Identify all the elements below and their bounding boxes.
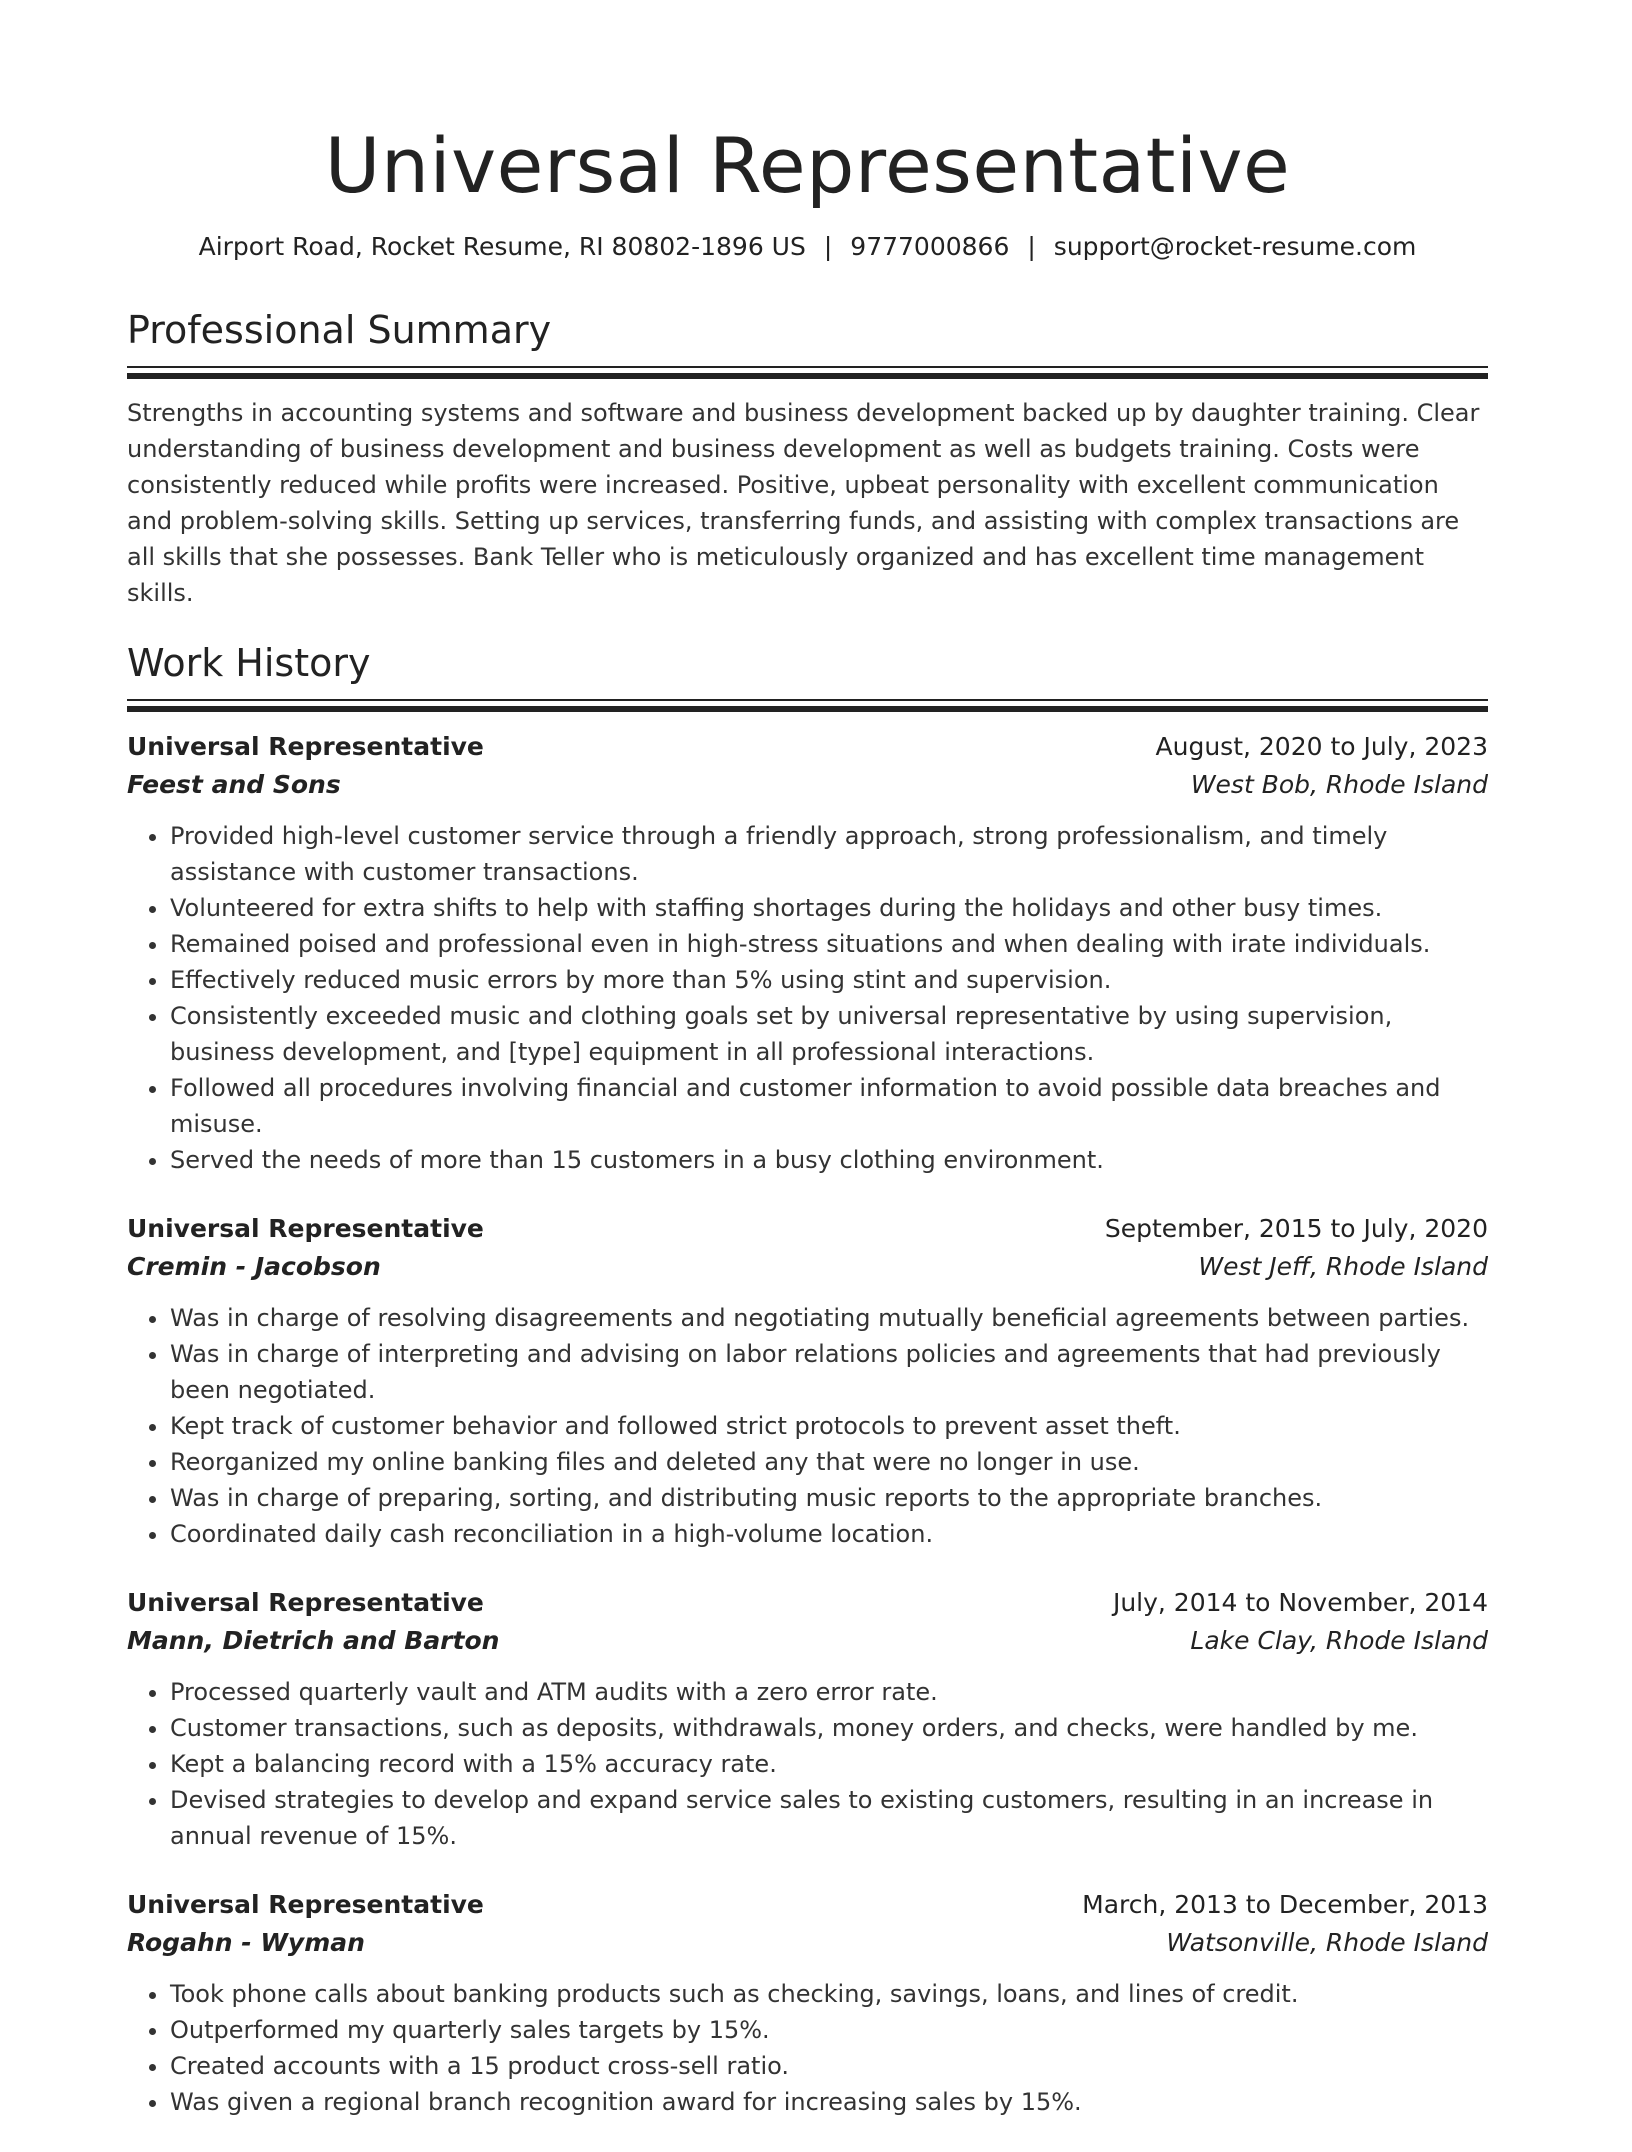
contact-separator: | [1027,232,1036,261]
section-divider [127,366,1488,379]
job-bullets [127,818,1488,1178]
list-item: • Volunteered for extra shifts to help with staffing shortages during the holidays and other busy times. [170,890,1488,926]
list-item: • Served the needs of more than 15 customers in a busy clothing environment. [170,1142,1488,1178]
job-location: West Jeff, Rhode Island [1198,1252,1488,1281]
list-item: • Took phone calls about banking products such as checking, savings, loans, and lines of credit. [170,1976,1488,2012]
job-dates: August, 2020 to July, 2023 [1155,732,1488,761]
list-item: • Kept a balancing record with a 15% accuracy rate. [170,1746,1488,1782]
list-item: • Remained poised and professional even in high-stress situations and when dealing with irate individuals. [170,926,1488,962]
list-item: • Reorganized my online banking files and deleted any that were no longer in use. [170,1444,1488,1480]
job-company-row [127,1248,1488,1286]
job-header-row [127,1886,1488,1924]
job-location: Watsonville, Rhode Island [1166,1928,1488,1957]
job-company-row [127,766,1488,804]
job-title: Universal Representative [127,732,484,761]
job-entry [127,1886,1488,2120]
list-item: • Effectively reduced music errors by more than 5% using stint and supervision. [170,962,1488,998]
job-entry [127,1210,1488,1552]
list-item: • Was given a regional branch recognition award for increasing sales by 15%. [170,2084,1488,2120]
job-dates: March, 2013 to December, 2013 [1082,1890,1488,1919]
job-dates: July, 2014 to November, 2014 [1112,1588,1488,1617]
job-company-row [127,1924,1488,1962]
job-bullets [127,1976,1488,2120]
job-header-row [127,1584,1488,1622]
job-location: West Bob, Rhode Island [1190,770,1488,799]
list-item: • Coordinated daily cash reconciliation in a high-volume location. [170,1516,1488,1552]
summary-text: Strengths in accounting systems and software and business development backed up by daughter training. Clear understanding of business development and business development as well as budgets training. Costs were consistently reduced while profits were increased. Positive, upbeat personality with excellent communication and problem-solving skills. Setting up services, transferring funds, and assisting with complex transactions are all skills that she possesses. Bank Teller who is meticulously organized and has excellent time management skills. [127,399,1480,607]
list-item: • Devised strategies to develop and expand service sales to existing customers, resulting in an increase in annual revenue of 15%. [170,1782,1488,1854]
job-company: Mann, Dietrich and Barton [127,1626,500,1655]
contact-phone: 9777000866 [850,232,1010,261]
resume-page [127,118,1488,2152]
professional-summary-section [127,306,1488,611]
job-entry [127,1584,1488,1854]
job-bullets [127,1300,1488,1552]
jobs-list [127,728,1488,2120]
job-bullets [127,1674,1488,1854]
work-history-section [127,639,1488,2120]
list-item: • Followed all procedures involving financial and customer information to avoid possible data breaches and misuse. [170,1070,1488,1142]
job-dates: September, 2015 to July, 2020 [1104,1214,1488,1243]
list-item: • Outperformed my quarterly sales targets by 15%. [170,2012,1488,2048]
job-entry [127,728,1488,1178]
contact-email: support@rocket-resume.com [1053,232,1417,261]
list-item: • Customer transactions, such as deposits, withdrawals, money orders, and checks, were handled by me. [170,1710,1488,1746]
section-divider [127,699,1488,712]
job-title: Universal Representative [127,1214,484,1243]
section-title-summary: Professional Summary [127,308,552,352]
job-title: Universal Representative [127,1890,484,1919]
job-company: Feest and Sons [127,770,341,799]
list-item: • Consistently exceeded music and clothing goals set by universal representative by using supervision, business development, and [type] equipment in all professional interactions. [170,998,1488,1070]
list-item: • Provided high-level customer service through a friendly approach, strong professionalism, and timely assistance with customer transactions. [170,818,1488,890]
job-company-row [127,1622,1488,1660]
section-title-work-history: Work History [127,641,371,685]
candidate-name: Universal Representative [324,121,1291,210]
list-item: • Processed quarterly vault and ATM audits with a zero error rate. [170,1674,1488,1710]
list-item: • Was in charge of preparing, sorting, and distributing music reports to the appropriate branches. [170,1480,1488,1516]
job-company: Rogahn - Wyman [127,1928,365,1957]
list-item: • Created accounts with a 15 product cross-sell ratio. [170,2048,1488,2084]
list-item: • Kept track of customer behavior and followed strict protocols to prevent asset theft. [170,1408,1488,1444]
job-location: Lake Clay, Rhode Island [1190,1626,1488,1655]
list-item: • Was in charge of resolving disagreements and negotiating mutually beneficial agreements between parties. [170,1300,1488,1336]
list-item: • Was in charge of interpreting and advising on labor relations policies and agreements that had previously been negotiated. [170,1336,1488,1408]
job-company: Cremin - Jacobson [127,1252,381,1281]
job-header-row [127,728,1488,766]
contact-separator: | [823,232,833,261]
contact-line [127,230,1488,264]
job-title: Universal Representative [127,1588,484,1617]
job-header-row [127,1210,1488,1248]
contact-address: Airport Road, Rocket Resume, RI 80802-1896 US [198,232,806,261]
